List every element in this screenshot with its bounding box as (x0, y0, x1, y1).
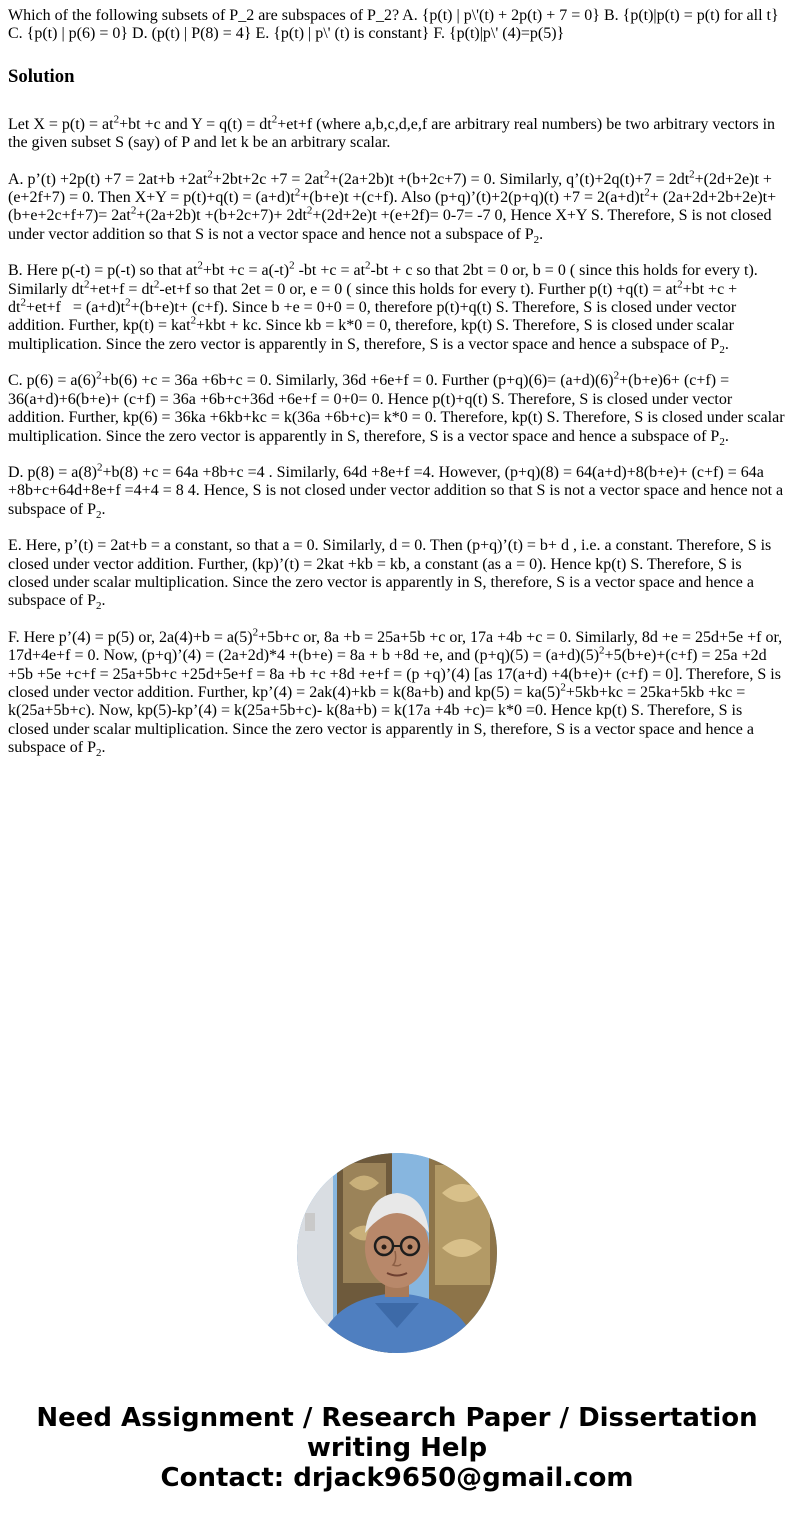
text-run: . (724, 335, 729, 353)
text-run: . (101, 500, 106, 518)
text-run: A. p’(t) +2p(t) +7 = 2at+b +2at (8, 170, 208, 188)
text-run: D. p(8) = a(8) (8, 463, 97, 481)
subscript: 2 (95, 747, 102, 760)
exponent: 2 (113, 113, 120, 126)
document-body (8, 7, 786, 776)
subscript: 2 (95, 508, 102, 521)
exponent: 2 (20, 296, 26, 309)
exponent: 2 (84, 278, 90, 291)
exponent: 2 (96, 369, 102, 382)
exponent: 2 (365, 259, 371, 272)
exponent: 2 (97, 461, 103, 474)
text-run: +bt +c + dt (8, 280, 738, 317)
exponent: 2 (294, 186, 301, 199)
exponent: 2 (306, 205, 313, 218)
text-run: . (101, 739, 106, 757)
exponent: 2 (689, 168, 695, 181)
text-run: +bt +c = a(-t) (202, 262, 290, 280)
subscript: 2 (719, 344, 725, 357)
exponent: 2 (323, 168, 330, 181)
text-run: . (724, 427, 729, 445)
subscript: 2 (95, 600, 102, 613)
text-run: +(2a+2b)t +(b+2c+7) = 0. Similarly, q’(t)+2q(t)+7 = 2dt (329, 170, 690, 188)
text-run: +bt +c and Y = q(t) = dt (119, 115, 272, 133)
text-run: +5b+c or, 8a +b = 25a+5b +c or, 17a +4b +c = 0. Similarly, 8d +e = 25d+5e +f or, 17d+4e+f = 0. Now, (p+q)’(4) = (2a+2d)*4 +(b+e) = 8a + b +8d +e, and (p+q)(5) = (a+d)(5) (8, 628, 783, 665)
subscript: 2 (533, 234, 540, 247)
exponent: 2 (153, 278, 160, 291)
text-run: -et+f so that 2et = 0 or, e = 0 ( since this holds for every t). Further p(t) +q(t) = at (159, 280, 678, 298)
text-run: +(b+e)t+ (c+f). Since b +e = 0+0 = 0, therefore p(t)+q(t) S. Therefore, S is closed under vector addition. Further, kp(t) = kat (8, 299, 737, 335)
text-run: +kbt + kc. Since kb = k*0 = 0, therefore, kp(t) S. Therefore, S is closed under scalar multiplication. Since the zero vector is apparently in S, therefore, S is a vector space and hence a subspace of P (8, 317, 734, 353)
text-run: +et+f = dt (89, 280, 154, 298)
exponent: 2 (599, 644, 605, 657)
part-a-paragraph (8, 168, 786, 247)
text-run: -bt + c so that 2bt = 0 or, b = 0 ( since this holds for every t). Similarly dt (8, 262, 758, 298)
ad-contact-line: Contact: drjack9650@gmail.com (160, 1463, 634, 1493)
text-run: +b(8) +c = 64a +8b+c =4 . Similarly, 64d +8e+f =4. However, (p+q)(8) = 64(a+d)+8(b+e)+ (c+f) = 64a +8b+c+64d+8e+f =4+4 = 8 4. Hence, S is not closed under vector addition so that S is not a vector space and hence not a subspace of P (8, 463, 784, 518)
text-run: . (539, 225, 544, 243)
advertisement-banner (0, 1403, 794, 1493)
exponent: 2 (252, 626, 259, 639)
text-run: +(b+e)t +(c+f). Also (p+q)’(t)+2(p+q)(t) +7 = 2(a+d)t (300, 189, 645, 207)
part-c-paragraph (8, 369, 786, 448)
text-run: +et+f (where a,b,c,d,e,f are arbitrary real numbers) be two arbitrary vectors in the given subset S (say) of P and let k be an arbitrary scalar. (8, 115, 776, 152)
exponent: 2 (207, 168, 213, 181)
text-run: +et+f = (a+d)t (25, 299, 126, 317)
intro-paragraph (8, 113, 786, 153)
text-run: +5kb+kc = 25ka+5kb +kc = k(25a+5b+c). Now, kp(5)-kp’(4) = k(25a+5b+c)- k(8a+b) = k(17a +4b +c)= k*0 =0. Hence kp(t) S. Therefore, S is closed under scalar multiplication. Since the zero vector is apparently in S, therefore, S is a vector space and hence a subspace of P (8, 683, 754, 757)
text-run: +2bt+2c +7 = 2at (212, 170, 324, 188)
question-text: Which of the following subsets of P_2 are subspaces of P_2? A. {p(t) | p\'(t) + 2p(t) + 7 = 0} B. {p(t)|p(t) = p(t) for all t} C. {p(t) | p(6) = 0} D. (p(t) | P(8) = 4} E. {p(t) | p\' (t) is constant} F. {p(t)|p\' (4)=p(5)} (8, 7, 779, 43)
exponent: 2 (289, 259, 295, 272)
solution-heading: Solution (8, 65, 75, 87)
text-run: +(2a+2b)t +(b+2c+7)+ 2dt (136, 207, 307, 225)
text-run: B. Here p(-t) = p(-t) so that at (8, 262, 198, 280)
subscript: 2 (719, 435, 725, 448)
text-run: -bt +c = at (294, 262, 366, 280)
exponent: 2 (677, 278, 683, 291)
ad-line-2: writing Help (306, 1433, 488, 1463)
ad-line-1: Need Assignment / Research Paper / Dissertation (36, 1403, 758, 1433)
text-run: +b(6) +c = 36a +6b+c = 0. Similarly, 36d +6e+f = 0. Further (p+q)(6)= (a+d)(6) (101, 372, 614, 390)
portrait-illustration (297, 1153, 497, 1353)
text-run: C. p(6) = a(6) (8, 372, 97, 390)
exponent: 2 (644, 186, 650, 199)
part-f-paragraph (8, 626, 786, 760)
part-d-paragraph (8, 461, 786, 521)
exponent: 2 (125, 296, 131, 309)
text-run: +5(b+e)+(c+f) = 25a +2d +5b +5e +c+f = 25a+5b+c +25d+5e+f = 8a +b +c +8d +e+f = (p +q)’(4) [as 17(a+d) +4(b+e)+ (c+f) = 0]. Therefore, S is closed under vector addition. Further, kp’(4) = 2ak(4)+kb = k(8a+b) and kp(5) = ka(5) (8, 647, 781, 701)
exponent: 2 (190, 315, 197, 328)
exponent: 2 (197, 259, 203, 272)
text-run: F. Here p’(4) = p(5) or, 2a(4)+b = a(5) (8, 628, 253, 646)
exponent: 2 (613, 369, 620, 382)
text-run: . (101, 592, 106, 610)
part-b-paragraph (8, 259, 786, 357)
exponent: 2 (130, 205, 137, 218)
text-run: + (2a+2d+2b+2e)t+(b+e+2c+f+7)= 2at (8, 189, 777, 225)
text-run: E. Here, p’(t) = 2at+b = a constant, so that a = 0. Similarly, d = 0. Then (p+q)’(t) = b+ d , i.e. a constant. Therefore, S is closed under vector addition. Further, (kp)’(t) = 2kat +kb = kb, a constant (as a = 0). Hence kp(t) S. Therefore, S is closed under scalar multiplication. Since the zero vector is apparently in S, therefore, S is a vector space and hence a subspace of P (8, 537, 772, 610)
text-run: +(2d+2e)t +(e+2f)= 0-7= -7 0, Hence X+Y S. Therefore, S is not closed under vector addition so that S is not a vector space and hence not a subspace of P (8, 207, 772, 243)
text-run: +(b+e)6+ (c+f) = 36(a+d)+6(b+e)+ (c+f) = 36a +6b+c+36d +6e+f = 0+0= 0. Hence p(t)+q(t) S. Therefore, S is closed under vector addition. Further, kp(6) = 36ka +6kb+kc = k(36a +6b+c)= k*0 = 0. Therefore, kp(t) S. Therefore, S is closed under scalar multiplication. Since the zero vector is apparently in S, therefore, S is a vector space and hence a subspace of P (8, 372, 785, 445)
text-run: Let X = p(t) = at (8, 115, 114, 133)
part-e-paragraph (8, 537, 786, 611)
text-run: +(2d+2e)t +(e+2f+7) = 0. Then X+Y = p(t)+q(t) = (a+d)t (8, 170, 772, 207)
author-photo (297, 1153, 497, 1353)
exponent: 2 (560, 681, 566, 694)
exponent: 2 (271, 113, 278, 126)
